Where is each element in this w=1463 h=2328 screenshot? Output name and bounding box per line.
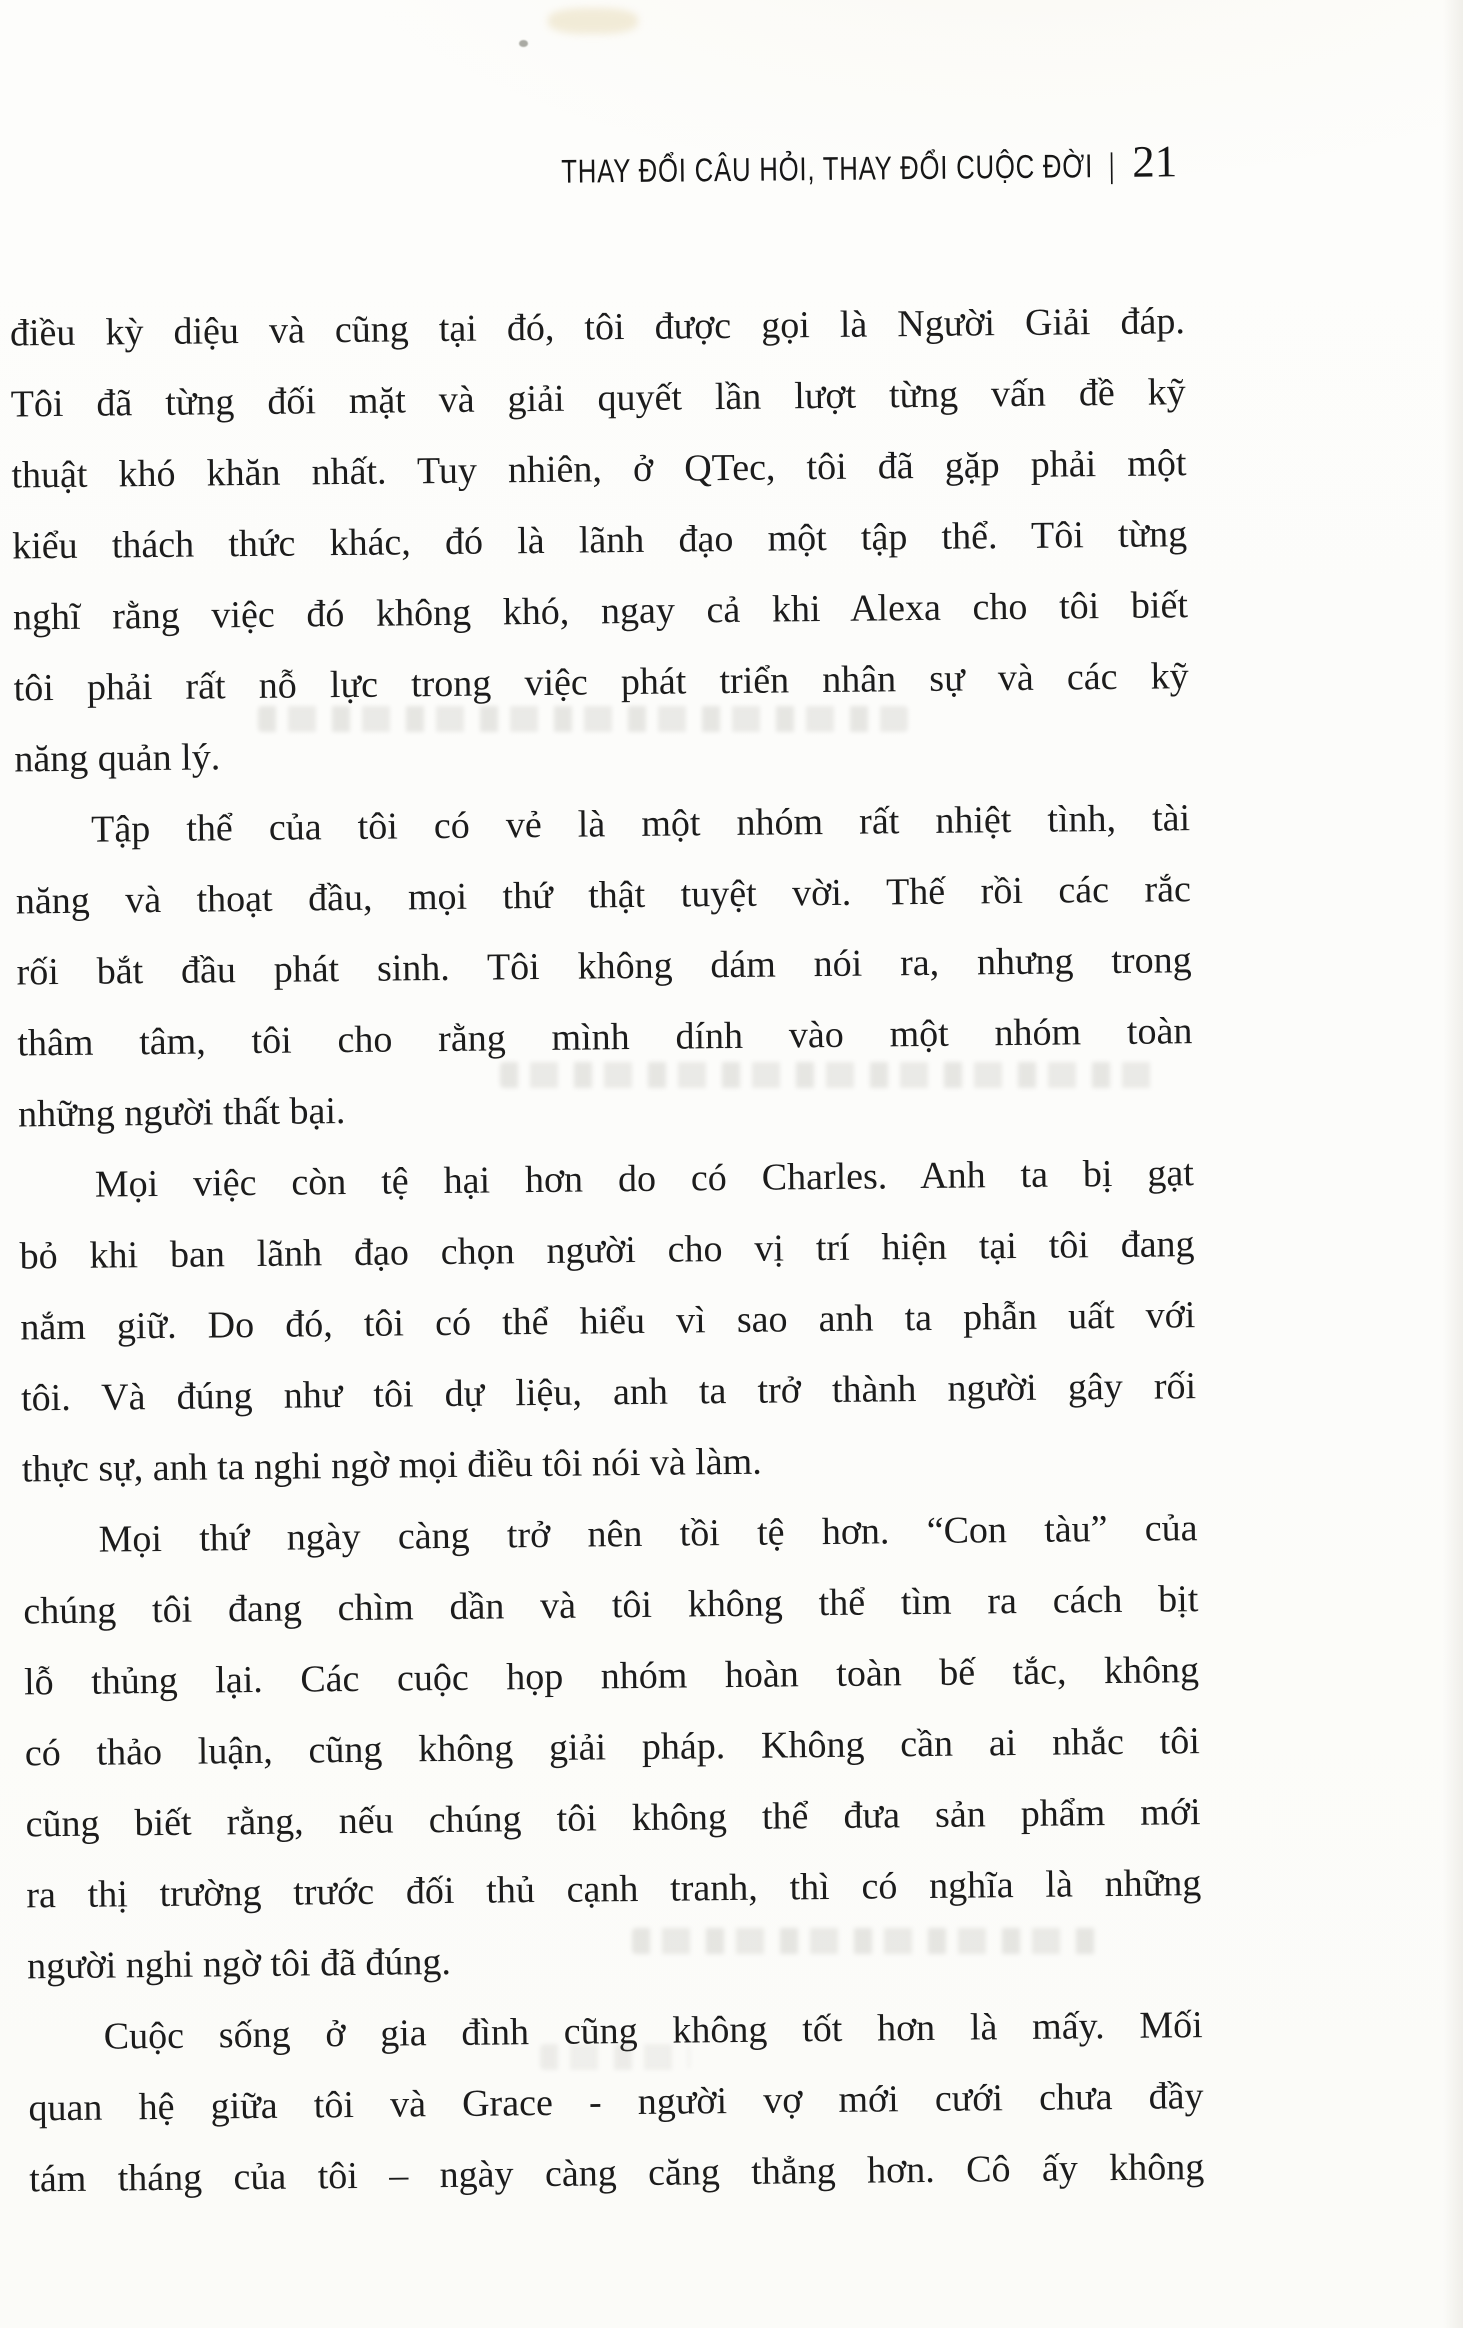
text-line: Tôi đã từng đối mặt và giải quyết lần lượt từng vấn đề kỹ [10,371,1186,426]
page-content [8,136,1205,2215]
text-line: năng quản lý. [14,736,221,781]
text-line: thuật khó khăn nhất. Tuy nhiên, ở QTec, tôi đã gặp phải một [11,442,1187,497]
text-line: quan hệ giữa tôi và Grace - người vợ mới cưới chưa đầy [28,2075,1204,2130]
text-line: tôi. Và đúng như tôi dự liệu, anh ta trở thành người gây rối [20,1365,1197,1420]
paragraph [10,286,1190,795]
text-line: bỏ khi ban lãnh đạo chọn người cho vị trí hiện tại tôi đang [19,1223,1195,1278]
paragraph [27,1990,1204,2215]
text-line: Mọi thứ ngày càng trở nên tồi tệ hơn. “Con tàu” của [98,1507,1198,1561]
text-line: cũng biết rằng, nếu chúng tôi không thể đưa sản phẩm mới [25,1791,1201,1846]
text-line: Tập thể của tôi có vẻ là một nhóm rất nhiệt tình, tài [90,797,1191,851]
text-line: lỗ thủng lại. Các cuộc họp nhóm hoàn toàn bế tắc, không [23,1649,1200,1704]
text-line: ra thị trường trước đối thủ cạnh tranh, thì có nghĩa là những [26,1862,1202,1917]
scan-artifact [519,40,528,47]
text-line: năng và thoạt đầu, mọi thứ thật tuyệt vời. Thế rồi các rắc [15,868,1192,923]
paragraph [19,1138,1198,1505]
scan-artifact [548,8,638,34]
text-line: những người thất bại. [17,1090,346,1136]
body-text [10,286,1205,2215]
running-header-separator: | [1108,146,1115,185]
text-line: Cuộc sống ở gia đình cũng không tốt hơn là mấy. Mối [103,2004,1203,2058]
paragraph [15,783,1194,1150]
text-line: tôi phải rất nỗ lực trong việc phát triển nhân sự và các kỹ [13,655,1189,710]
text-line: Mọi việc còn tệ hại hơn do có Charles. Anh ta bị gạt [94,1152,1195,1206]
scan-artifact [1443,0,1463,2328]
text-line: chúng tôi đang chìm dần và tôi không thể tìm ra cách bịt [23,1578,1199,1633]
text-line: nghĩ rằng việc đó không khó, ngay cả khi Alexa cho tôi biết [12,584,1189,639]
text-line: điều kỳ diệu và cũng tại đó, tôi được gọi là Người Giải đáp. [9,300,1186,355]
text-line: nắm giữ. Do đó, tôi có thể hiểu vì sao anh ta phẫn uất với [20,1294,1196,1349]
text-line: thực sự, anh ta nghi ngờ mọi điều tôi nói và làm. [21,1440,762,1491]
running-header-title: THAY ĐỔI CÂU HỎI, THAY ĐỔI CUỘC ĐỜI [561,147,1094,190]
text-line: có thảo luận, cũng không giải pháp. Không cần ai nhắc tôi [24,1720,1200,1775]
text-line: người nghi ngờ tôi đã đúng. [26,1940,452,1988]
page-number: 21 [1131,136,1178,187]
paragraph [22,1493,1202,2002]
text-line: thâm tâm, tôi cho rằng mình dính vào một nhóm toàn [17,1010,1193,1065]
running-header [8,136,1183,203]
text-line: tám tháng của tôi – ngày càng căng thẳng hơn. Cô ấy không [29,2146,1205,2201]
text-line: rối bắt đầu phát sinh. Tôi không dám nói ra, nhưng trong [16,939,1192,994]
text-line: kiểu thách thức khác, đó là lãnh đạo một tập thể. Tôi từng [11,513,1188,568]
